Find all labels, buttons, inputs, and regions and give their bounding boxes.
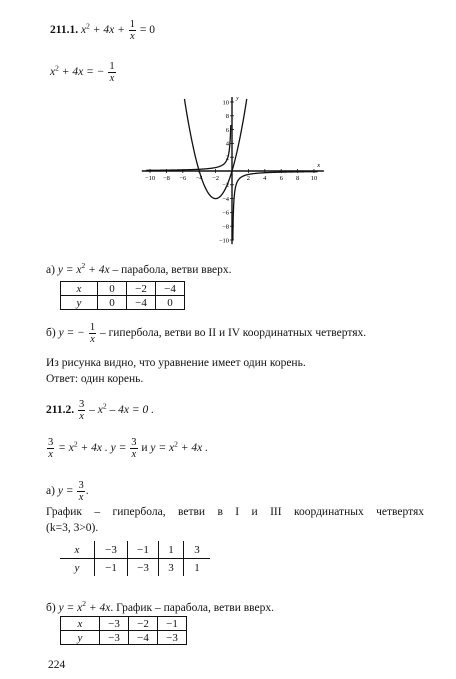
part-description: . График – парабола, ветви вверх. xyxy=(110,601,275,614)
numerator: 1 xyxy=(109,61,115,72)
conclusion-line: Из рисунка видно, что уравнение имеет один корень. xyxy=(46,357,306,369)
table-cell: −3 xyxy=(100,617,129,631)
parabola-curve xyxy=(184,99,246,199)
fraction xyxy=(130,437,137,460)
numerator: 3 xyxy=(78,480,84,491)
part-a-1 xyxy=(46,261,232,276)
problem-211-1-equation xyxy=(50,19,155,42)
eq-text: – 4x = 0 . xyxy=(109,404,154,417)
part-description: – гипербола, ветви во II и IV координатных четвертях. xyxy=(97,327,367,340)
y-tick-label: −10 xyxy=(218,237,229,245)
table-cell: −3 xyxy=(128,559,159,577)
y-tick-label: 4 xyxy=(225,140,229,148)
table-row xyxy=(61,282,185,296)
part-a-2 xyxy=(46,480,89,503)
table-cell: −4 xyxy=(129,631,158,645)
denominator: x xyxy=(109,73,115,85)
problem-label: 211.2. xyxy=(46,404,75,417)
eq-text: + 4x = − xyxy=(61,66,105,79)
eq-text: = 0 xyxy=(139,24,155,37)
eq-text: + 4x xyxy=(88,601,111,614)
x-tick-label: −8 xyxy=(162,175,170,182)
table-cell: 0 xyxy=(98,282,127,296)
fraction xyxy=(77,480,84,503)
x-tick-label: −6 xyxy=(179,175,187,182)
values-table-3 xyxy=(60,616,187,645)
y-tick-label: 6 xyxy=(225,126,229,134)
problem-211-1-rewritten xyxy=(50,61,117,84)
values-table-1 xyxy=(60,281,185,310)
table-row xyxy=(60,541,210,559)
fraction xyxy=(89,322,96,345)
table-cell: −3 xyxy=(95,541,128,559)
eq-text: y = xyxy=(110,442,127,455)
table-row xyxy=(61,296,185,310)
x-tick-label: 2 xyxy=(246,175,251,182)
table-row xyxy=(61,631,187,645)
x-tick-label: 6 xyxy=(279,175,283,182)
hyperbola-branch-iv xyxy=(233,172,318,240)
numerator: 3 xyxy=(79,399,85,410)
eq-text: + 4x xyxy=(88,263,110,276)
eq-text: + 4x . xyxy=(180,442,208,455)
conjunction: и xyxy=(141,442,148,455)
eq-text: y = x xyxy=(150,442,175,455)
x-axis-label: x xyxy=(317,162,321,169)
table-cell: −3 xyxy=(158,631,187,645)
values-table-2 xyxy=(60,541,210,576)
part-a-2-description-2: (k=3, 3>0). xyxy=(46,522,99,534)
table-cell: −1 xyxy=(95,559,128,577)
part-b-1 xyxy=(46,322,366,345)
denominator: x xyxy=(130,31,135,43)
page-number: 224 xyxy=(48,659,66,671)
part-prefix: б) xyxy=(46,327,56,340)
denominator: x xyxy=(48,449,53,461)
part-a-2-description: График – гипербола, ветви в I и III координатных четвертях xyxy=(46,506,424,518)
y-tick-label: −4 xyxy=(222,195,229,203)
table-cell: x xyxy=(60,541,95,559)
table-cell: 1 xyxy=(184,559,211,577)
y-tick-label: 2 xyxy=(225,154,229,162)
numerator: 3 xyxy=(131,437,137,448)
fraction xyxy=(47,437,54,460)
eq-text: – x xyxy=(89,404,103,417)
table-cell: x xyxy=(61,282,98,296)
eq-text: y = − xyxy=(58,327,85,340)
table-cell: 1 xyxy=(159,541,184,559)
sup: 2 xyxy=(102,401,107,411)
eq-text: + 4x . xyxy=(80,442,108,455)
table-cell: 0 xyxy=(156,296,185,310)
table-cell: −1 xyxy=(128,541,159,559)
denominator: x xyxy=(79,411,84,423)
problem-211-2-split xyxy=(46,437,208,460)
y-axis-label: y xyxy=(236,97,239,102)
part-prefix: а) xyxy=(46,485,55,498)
sup: 2 xyxy=(174,439,178,449)
eq-text: x xyxy=(50,66,56,79)
denominator: x xyxy=(90,334,95,346)
eq-text: x xyxy=(81,24,87,37)
table-cell: −2 xyxy=(129,617,158,631)
table-cell: −4 xyxy=(127,296,156,310)
table-cell: −4 xyxy=(156,282,185,296)
numerator: 3 xyxy=(48,437,54,448)
table-row xyxy=(61,617,187,631)
table-cell: y xyxy=(61,631,100,645)
numerator: 1 xyxy=(129,19,135,30)
y-tick-label: −8 xyxy=(222,223,229,231)
problem-label: 211.1. xyxy=(50,24,79,37)
y-tick-label: 10 xyxy=(222,99,229,107)
eq-text: + 4x + xyxy=(92,24,125,37)
fraction xyxy=(108,61,115,84)
y-tick-label: 8 xyxy=(225,113,229,121)
table-cell: 3 xyxy=(184,541,211,559)
part-b-2 xyxy=(46,599,274,614)
x-tick-label: 10 xyxy=(310,175,318,182)
part-description: – парабола, ветви вверх. xyxy=(109,263,232,276)
x-tick-label: 8 xyxy=(295,175,300,182)
table-cell: −1 xyxy=(158,617,187,631)
denominator: x xyxy=(78,492,84,504)
hyperbola-branch-ii xyxy=(146,125,231,170)
part-prefix: а) xyxy=(46,263,55,276)
table-cell: −3 xyxy=(100,631,129,645)
sup: 2 xyxy=(81,261,86,270)
function-graph xyxy=(140,97,330,249)
sup: 2 xyxy=(55,63,59,73)
table-cell: y xyxy=(61,296,98,310)
sup: 2 xyxy=(73,439,78,449)
eq-text: = x xyxy=(58,442,74,455)
eq-text: y = x xyxy=(57,263,82,276)
table-row xyxy=(60,559,210,577)
x-tick-label: −10 xyxy=(144,175,156,182)
denominator: x xyxy=(131,449,137,461)
table-cell: 0 xyxy=(98,296,127,310)
table-cell: 3 xyxy=(159,559,184,577)
table-cell: −2 xyxy=(127,282,156,296)
y-tick-label: −2 xyxy=(222,182,229,190)
table-cell: x xyxy=(61,617,100,631)
numerator: 1 xyxy=(89,322,96,333)
eq-text: y = x xyxy=(58,601,83,614)
fraction xyxy=(129,19,136,42)
x-tick-label: 4 xyxy=(263,175,267,182)
answer-line: Ответ: один корень. xyxy=(46,373,144,385)
x-tick-label: −4 xyxy=(195,175,203,182)
eq-text: y = xyxy=(57,485,74,498)
y-tick-label: −6 xyxy=(222,209,229,217)
part-prefix: б) xyxy=(46,601,56,614)
table-cell: y xyxy=(74,561,80,574)
x-tick-label: −2 xyxy=(212,175,220,182)
sup: 2 xyxy=(86,21,90,31)
problem-211-2-equation xyxy=(46,399,154,422)
eq-text: . xyxy=(85,485,89,498)
sup: 2 xyxy=(82,599,87,608)
fraction xyxy=(78,399,85,422)
